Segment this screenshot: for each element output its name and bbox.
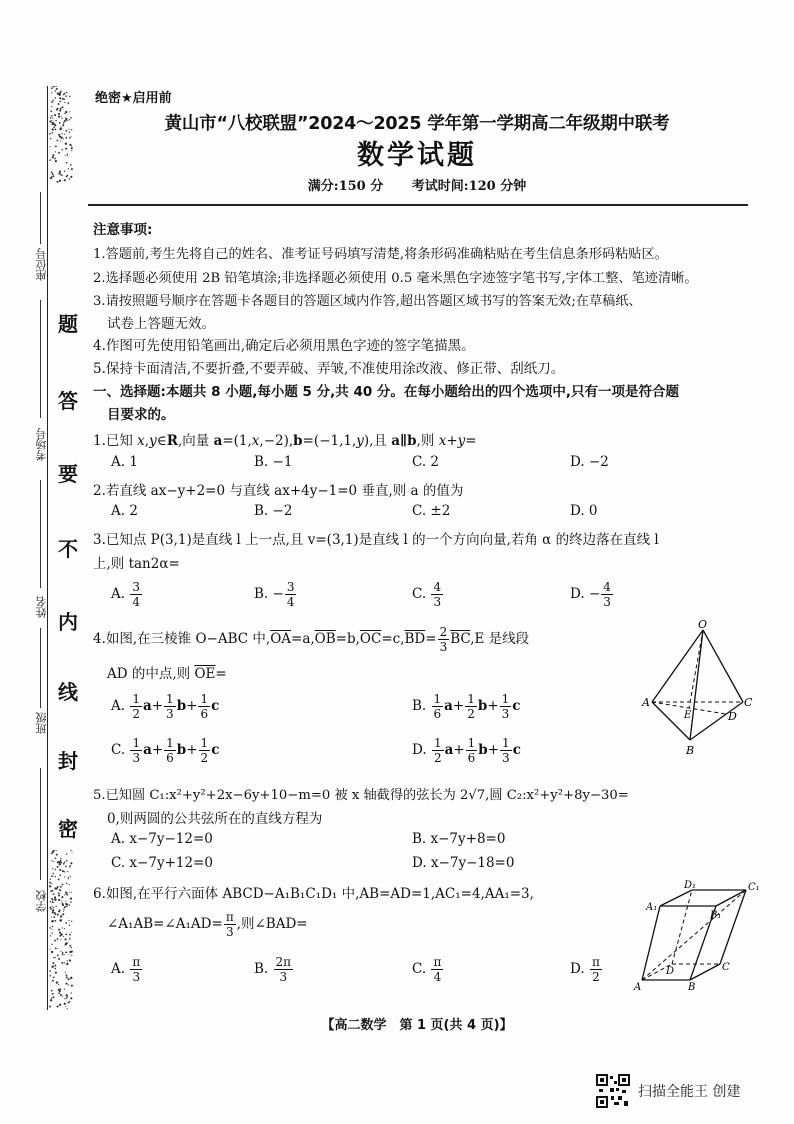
q1-option-b: B. −1 xyxy=(254,454,293,470)
question-2-stem: 2.若直线 ax−y+2=0 与直线 ax+4y−1=0 垂直,则 a 的值为 xyxy=(93,483,464,499)
name-line xyxy=(40,480,41,588)
notice-item: 4.作图可先使用铅笔画出,确定后必须用黑色字迹的签字笔描黑。 xyxy=(93,338,475,354)
seat-number-label: 座位号 xyxy=(35,248,48,281)
seal-char: 内 xyxy=(58,610,78,634)
seal-char: 封 xyxy=(58,749,78,773)
q3-option-d: D. − $\frac{4}{3}$ xyxy=(570,580,611,609)
vertex-label-d: D xyxy=(666,966,675,977)
vertex-label-b: B xyxy=(686,744,695,756)
notice-item: 2.选择题必须使用 2B 铅笔填涂;非选择题必须使用 0.5 毫米黑色字迹签字笔书写,字体工整、笔迹清晰。 xyxy=(93,271,698,286)
q2-option-b: B. −2 xyxy=(254,503,293,519)
q1-option-c: C. 2 xyxy=(412,454,440,470)
seal-char: 不 xyxy=(58,537,78,561)
q1-option-d: D. −2 xyxy=(570,454,609,470)
full-score: 满分:150 分 xyxy=(307,179,384,194)
class-line xyxy=(40,628,41,708)
question-1-stem: 1.已知 x,y∈R,向量 a=(1,x,−2),b=(−1,1,y),且 a∥b,则 x+y= xyxy=(93,433,477,449)
q2-option-d: D. 0 xyxy=(570,503,598,519)
section-heading: 一、选择题:本题共 8 小题,每小题 5 分,共 40 分。在每小题给出的四个选项中,只有一项是符合题 xyxy=(93,384,680,400)
q3-option-c: C. $\frac{4}{3}$ xyxy=(412,580,442,609)
seal-char: 答 xyxy=(58,389,78,413)
vertex-label-a: A xyxy=(634,982,642,993)
seal-char: 密 xyxy=(58,817,78,841)
question-5-stem-2: 0,则两圆的公共弦所在的直线方程为 xyxy=(107,811,323,827)
q2-option-c: C. ±2 xyxy=(412,503,451,519)
seal-char: 线 xyxy=(58,680,78,704)
q4-option-b: B. $\frac{1}{6}$ a+ $\frac{1}{2}$ b+ $\frac{1}{3}$ c xyxy=(412,692,521,721)
binding-dots-bottom xyxy=(44,850,74,1010)
confidential-mark: 绝密★启用前 xyxy=(95,91,172,106)
tetrahedron-figure xyxy=(640,616,760,760)
question-4-stem-2: AD 的中点,则 $\overline{OE}=$ xyxy=(107,666,227,682)
question-6-stem-2: ∠A₁AB=∠A₁AD= $\frac{\pi}{3}$ ,则∠BAD= xyxy=(107,910,308,939)
class-label: 班级 xyxy=(35,712,48,734)
q4-option-a: A. $\frac{1}{2}$ a+ $\frac{1}{3}$ b+ $\frac{1}{6}$ c xyxy=(111,692,220,721)
exam-title: 黄山市“八校联盟”2024～2025 学年第一学期高二年级期中联考 xyxy=(164,114,670,134)
vertex-label-c: C xyxy=(722,962,730,973)
page-footer: 【高二数学 第 1 页(共 4 页)】 xyxy=(321,1018,513,1033)
question-6-stem-1: 6.如图,在平行六面体 ABCD−A₁B₁C₁D₁ 中,AB=AD=1,AC₁=4,AA₁=3, xyxy=(93,886,534,902)
q4-option-c: C. $\frac{1}{3}$ a+ $\frac{1}{6}$ b+ $\frac{1}{2}$ c xyxy=(111,736,220,765)
question-4-stem-1: 4.如图,在三棱锥 O−ABC 中$,\overline{OA}=a,\overline{OB}=b,\overline{OC}=c,\overline{BD}=$ $\frac{2}{3}$ $\overline{BC},E$ 是线段 xyxy=(93,625,530,654)
exam-room-label: 考场号 xyxy=(35,428,48,461)
q3-option-a: A. $\frac{3}{4}$ xyxy=(111,580,140,609)
q6-option-a: A. $\frac{\pi}{3}$ xyxy=(111,955,141,984)
vertex-label-c1: C₁ xyxy=(748,882,760,893)
notice-item: 5.保持卡面清洁,不要折叠,不要弄破、弄皱,不准使用涂改液、修正带、刮纸刀。 xyxy=(93,361,565,377)
notice-item: 3.请按照题号顺序在答题卡各题目的答题区域内作答,超出答题区域书写的答案无效;在草稿纸、 xyxy=(93,294,642,309)
seat-number-line xyxy=(40,192,41,244)
notice-item: 1.答题前,考生先将自己的姓名、准考证号码填写清楚,将条形码准确粘贴在考生信息条形码粘贴区。 xyxy=(93,247,668,262)
vertex-label-a: A xyxy=(642,696,650,709)
vertex-label-b1: B₁ xyxy=(710,910,722,921)
vertex-label-e: E xyxy=(684,710,692,721)
subject-title: 数学试题 xyxy=(357,140,477,171)
school-label: 学校 xyxy=(35,890,48,912)
q4-option-d: D. $\frac{1}{2}$ a+ $\frac{1}{6}$ b+ $\frac{1}{3}$ c xyxy=(412,736,521,765)
notice-title: 注意事项: xyxy=(93,222,153,238)
watermark-text: 扫描全能王 创建 xyxy=(638,1084,741,1100)
question-3-stem-2: 上,则 tan2α= xyxy=(93,556,180,572)
seal-char: 题 xyxy=(58,312,78,336)
q3-option-b: B. − $\frac{3}{4}$ xyxy=(254,580,295,609)
header-rule xyxy=(88,204,748,206)
vertex-label-b: B xyxy=(688,982,696,993)
q5-option-a: A. x−7y−12=0 xyxy=(111,831,213,847)
q6-option-c: C. $\frac{\pi}{4}$ xyxy=(412,955,442,984)
vertex-label-a1: A₁ xyxy=(646,902,658,913)
exam-time: 考试时间:120 分钟 xyxy=(411,179,527,194)
seal-char: 要 xyxy=(58,462,78,486)
notice-item: 试卷上答题无效。 xyxy=(107,316,215,332)
question-5-stem-1: 5.已知圆 C₁:x²+y²+2x−6y+10−m=0 被 x 轴截得的弦长为 2√7,圆 C₂:x²+y²+8y−30= xyxy=(93,788,629,803)
scanner-watermark xyxy=(596,1074,740,1108)
q5-option-c: C. x−7y+12=0 xyxy=(111,855,213,871)
q6-option-b: B. $\frac{2\pi}{3}$ xyxy=(254,955,292,984)
vertex-label-o: O xyxy=(698,618,708,631)
vertex-label-c: C xyxy=(744,696,753,709)
question-3-stem-1: 3.已知点 P(3,1)是直线 l 上一点,且 v=(3,1)是直线 l 的一个方向向量,若角 α 的终边落在直线 l xyxy=(93,532,659,548)
name-label: 姓名 xyxy=(35,596,48,618)
q2-option-a: A. 2 xyxy=(111,503,138,519)
q1-option-a: A. 1 xyxy=(111,454,138,470)
exam-room-line xyxy=(40,300,41,418)
qr-code-icon xyxy=(596,1074,630,1108)
vertex-label-d: D xyxy=(728,710,737,723)
parallelepiped-figure xyxy=(632,876,762,998)
section-heading-cont: 目要求的。 xyxy=(107,407,175,423)
school-line xyxy=(40,768,41,880)
q6-option-d: D. $\frac{\pi}{2}$ xyxy=(570,955,600,984)
q5-option-b: B. x−7y+8=0 xyxy=(412,831,506,847)
q5-option-d: D. x−7y−18=0 xyxy=(412,855,515,871)
vertex-label-d1: D₁ xyxy=(684,880,697,891)
exam-meta xyxy=(0,175,794,194)
